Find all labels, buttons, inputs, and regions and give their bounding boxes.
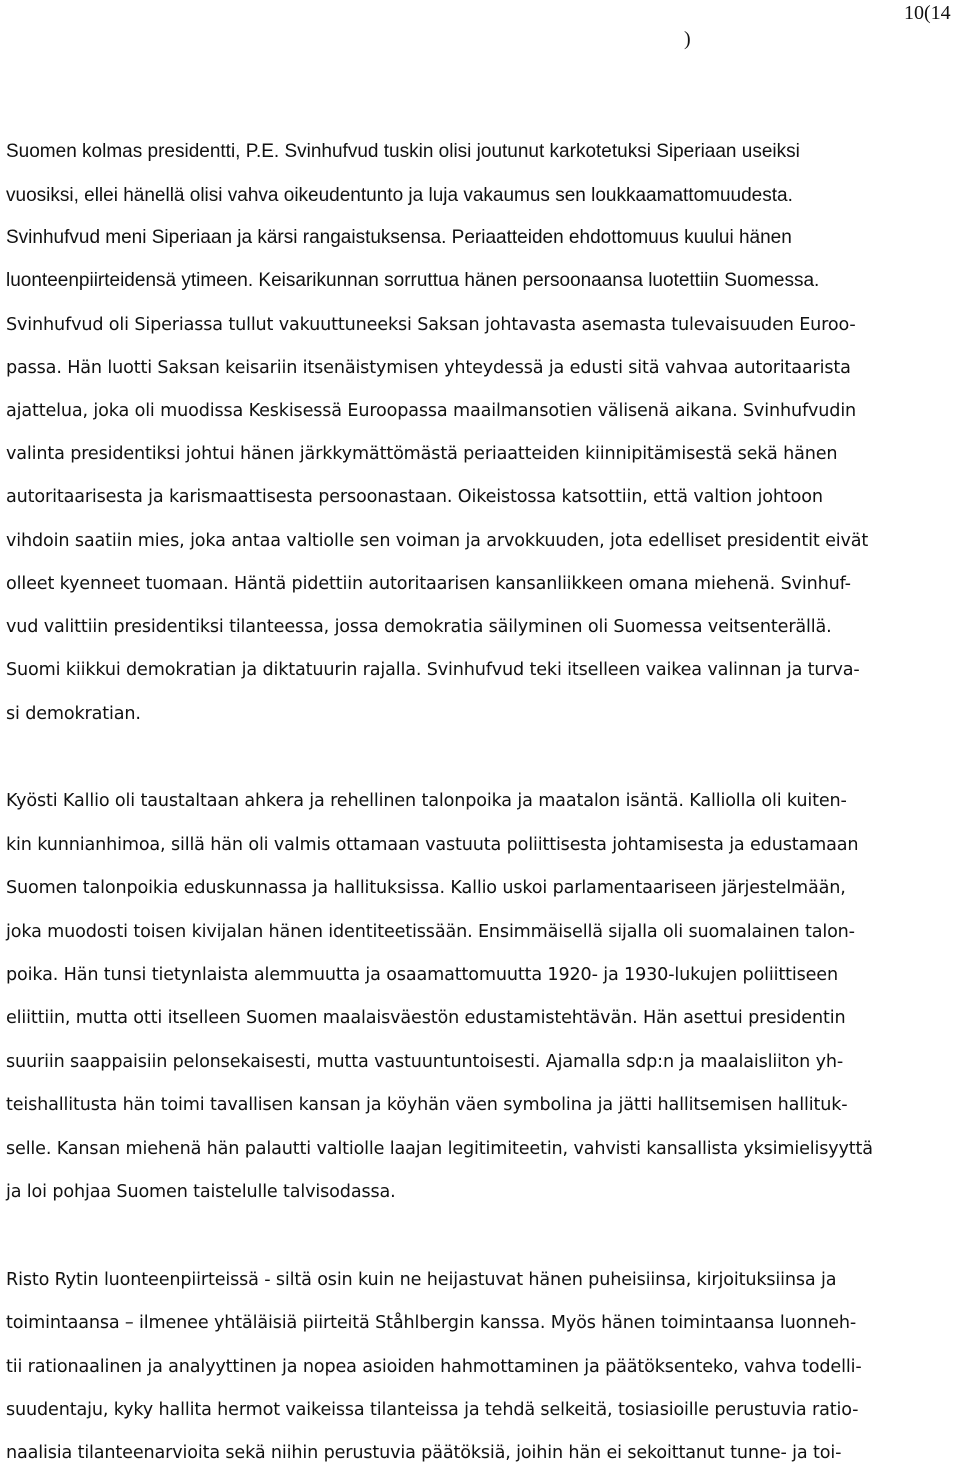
text-line: Risto Rytin luonteenpiirteissä - siltä osin kuin ne heijastuvat hänen puheisiinsa, kirjoituksiinsa ja	[6, 1270, 837, 1290]
text-line: tii rationaalinen ja analyyttinen ja nopea asioiden hahmottaminen ja päätöksenteko, vahva todelli-	[6, 1357, 862, 1377]
text-line: toimintaansa – ilmenee yhtäläisiä piirteitä Ståhlbergin kanssa. Myös hänen toimintaansa luonneh-	[6, 1313, 857, 1333]
text-line: suuriin saappaisiin pelonsekaisesti, mutta vastuuntuntoisesti. Ajamalla sdp:n ja maalaisliiton yh-	[6, 1052, 844, 1072]
text-line: vud valittiin presidentiksi tilanteessa, jossa demokratia säilyminen oli Suomessa veitsenterällä.	[6, 617, 832, 637]
text-line: suudentaju, kyky hallita hermot vaikeissa tilanteissa ja tehdä selkeitä, tosiasioille perustuvia ratio-	[6, 1400, 859, 1420]
text-line: ajattelua, joka oli muodissa Keskisessä Euroopassa maailmansotien välisenä aikana. Svinhufvudin	[6, 401, 857, 421]
page-number: 10(14	[904, 2, 951, 24]
text-line: Suomi kiikkui demokratian ja diktatuurin rajalla. Svinhufvud teki itselleen vaikea valinnan ja turva-	[6, 660, 860, 680]
text-line: olleet kyenneet tuomaan. Häntä pidettiin autoritaarisen kansanliikkeen omana miehenä. Svinhuf-	[6, 574, 851, 594]
text-line: teishallitusta hän toimi tavallisen kansan ja köyhän väen symbolina ja jätti hallitsemisen hallituk-	[6, 1095, 848, 1115]
text-line: naalisia tilanteenarvioita sekä niihin perustuvia päätöksiä, joihin hän ei sekoittanut tunne- ja toi-	[6, 1443, 842, 1463]
text-line: joka muodosti toisen kivijalan hänen identiteetissään. Ensimmäisellä sijalla oli suomalainen talon-	[6, 922, 855, 942]
text-line: Kyösti Kallio oli taustaltaan ahkera ja rehellinen talonpoika ja maatalon isäntä. Kalliolla oli kuiten-	[6, 791, 847, 811]
page-number-continuation: )	[684, 28, 691, 50]
text-line: autoritaarisesta ja karismaattisesta persoonastaan. Oikeistossa katsottiin, että valtion johtoon	[6, 487, 823, 507]
text-line: Svinhufvud meni Siperiaan ja kärsi rangaistuksensa. Periaatteiden ehdottomuus kuului hänen	[6, 227, 792, 248]
text-line: Suomen kolmas presidentti, P.E. Svinhufvud tuskin olisi joutunut karkotetuksi Siperiaan useiksi	[6, 141, 800, 162]
text-line: kin kunnianhimoa, sillä hän oli valmis ottamaan vastuuta poliittisesta johtamisesta ja edustamaan	[6, 835, 859, 855]
text-line: vuosiksi, ellei hänellä olisi vahva oikeudentunto ja luja vakaumus sen loukkaamattomuudesta.	[6, 185, 793, 206]
text-line: poika. Hän tunsi tietynlaista alemmuutta ja osaamattomuutta 1920- ja 1930-lukujen poliittiseen	[6, 965, 838, 985]
text-line: valinta presidentiksi johtui hänen järkkymättömästä periaatteiden kiinnipitämisestä sekä hänen	[6, 444, 838, 464]
text-line: passa. Hän luotti Saksan keisariin itsenäistymisen yhteydessä ja edusti sitä vahvaa autoritaarista	[6, 358, 851, 378]
text-line: eliittiin, mutta otti itselleen Suomen maalaisväestön edustamistehtävän. Hän asettui presidentin	[6, 1008, 846, 1028]
text-line: ja loi pohjaa Suomen taistelulle talvisodassa.	[6, 1182, 396, 1202]
text-line: si demokratian.	[6, 704, 141, 724]
text-line: Svinhufvud oli Siperiassa tullut vakuuttuneeksi Saksan johtavasta asemasta tulevaisuuden Euroo-	[6, 315, 856, 335]
text-line: selle. Kansan miehenä hän palautti valtiolle laajan legitimiteetin, vahvisti kansallista yksimielisyyttä	[6, 1139, 873, 1159]
text-line: luonteenpiirteidensä ytimeen. Keisarikunnan sorruttua hänen persoonaansa luotettiin Suomessa.	[6, 270, 820, 291]
text-line: Suomen talonpoikia eduskunnassa ja hallituksissa. Kallio uskoi parlamentaariseen järjestelmään,	[6, 878, 846, 898]
text-line: vihdoin saatiin mies, joka antaa valtiolle sen voiman ja arvokkuuden, jota edelliset presidentit eivät	[6, 531, 869, 551]
